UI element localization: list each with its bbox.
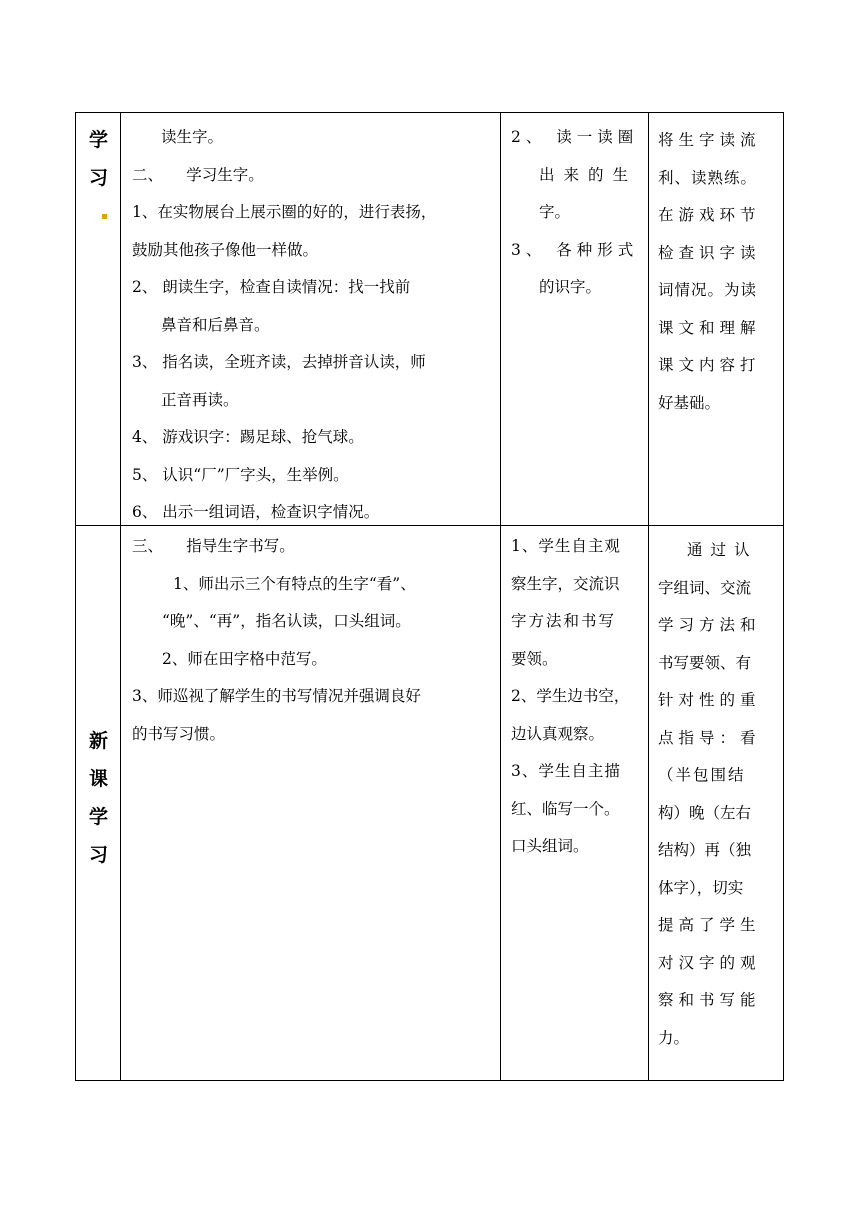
- intent-line: 课文和理解: [658, 318, 761, 337]
- intent-line: 点指导：看: [658, 728, 761, 747]
- activity-line: 1、学生自主观: [511, 537, 621, 555]
- activity-line: 要领。: [511, 649, 558, 668]
- table-row: [76, 526, 783, 1080]
- activity-line: 字方法和书写: [511, 612, 617, 630]
- student-activity-cell: [501, 526, 649, 1080]
- intent-line: 针对性的重: [658, 691, 761, 709]
- teaching-content-cell: [121, 113, 501, 525]
- activity-line: 3、 各种形式: [511, 240, 639, 259]
- teaching-content: [132, 528, 496, 753]
- content-line: 3、师巡视了解学生的书写情况并强调良好: [132, 687, 421, 705]
- teaching-content: [132, 119, 496, 532]
- header-char: 学: [88, 129, 108, 151]
- highlight-mark: [102, 214, 107, 219]
- intent-line: 课文内容打: [658, 356, 761, 374]
- teaching-content-cell: [121, 526, 501, 1080]
- header-char: 学: [88, 806, 108, 828]
- section-header-cell: [76, 526, 121, 1080]
- content-line: 鼓励其他孩子像他一样做。: [132, 240, 319, 259]
- activity-line: 字。: [539, 203, 571, 221]
- activity-line: 2、 读一读圈: [511, 128, 639, 146]
- header-char: 习: [88, 167, 108, 189]
- student-activity: [511, 528, 643, 866]
- design-intent: [658, 122, 776, 422]
- content-line: 2、 朗读生字，检查自读情况：找一找前: [132, 278, 411, 296]
- content-line: 3、 指名读，全班齐读，去掉拼音认读，师: [132, 353, 426, 371]
- content-line: 1、在实物展台上展示圈的好的，进行表扬，: [132, 203, 437, 221]
- intent-line: （半包围结: [658, 766, 746, 784]
- design-intent-cell: [649, 526, 784, 1080]
- intent-line: 体字），切实: [658, 878, 744, 897]
- intent-line: 结构）再（独: [658, 841, 752, 859]
- activity-line: 口头组词。: [511, 837, 589, 855]
- content-line: 2、师在田字格中范写。: [162, 649, 327, 668]
- section-header-cell: [76, 113, 121, 525]
- intent-line: 字组词、交流: [658, 578, 752, 597]
- design-intent: [658, 532, 776, 1057]
- intent-line: 书写要领、有: [658, 653, 752, 672]
- content-line: 5、 认识“厂”厂字头，生举例。: [132, 465, 349, 484]
- header-char: 新: [88, 730, 108, 752]
- content-line: 4、 游戏识字：踢足球、抢气球。: [132, 428, 364, 446]
- intent-line: 力。: [658, 1028, 690, 1047]
- activity-line: 3、学生自主描: [511, 762, 621, 780]
- header-char: 课: [88, 768, 108, 790]
- activity-line: 2、学生边书空，: [511, 687, 630, 705]
- activity-line: 的识字。: [539, 278, 602, 296]
- activity-line: 出来的生: [539, 165, 638, 184]
- design-intent-cell: [649, 113, 784, 525]
- intent-line: 检查识字读: [658, 243, 761, 262]
- intent-line: 构）晚（左右: [658, 803, 752, 822]
- intent-line: 好基础。: [658, 393, 721, 412]
- intent-line: 学习方法和: [658, 616, 761, 634]
- content-line: “晚”、“再”，指名认读，口头组词。: [162, 612, 411, 630]
- content-line: 鼻音和后鼻音。: [161, 315, 270, 334]
- intent-line: 察和书写能: [658, 991, 761, 1009]
- lesson-table: [75, 112, 784, 1081]
- content-line: 的书写习惯。: [132, 724, 226, 743]
- activity-line: 察生字，交流识: [511, 574, 620, 593]
- intent-line: 将生字读流: [658, 131, 761, 149]
- intent-line: 通过认: [687, 541, 758, 559]
- content-line: 1、师出示三个有特点的生字“看”、: [173, 574, 416, 593]
- intent-line: 提高了学生: [658, 916, 761, 934]
- header-char: 习: [88, 844, 108, 866]
- section-header: [76, 121, 121, 197]
- content-line: 正音再读。: [161, 390, 239, 409]
- intent-line: 词情况。为读: [658, 281, 758, 299]
- activity-line: 边认真观察。: [511, 724, 605, 743]
- section-header: [76, 722, 121, 874]
- content-line: 三、 指导生字书写。: [132, 537, 295, 555]
- activity-line: 红、临写一个。: [511, 799, 620, 818]
- intent-line: 在游戏环节: [658, 206, 761, 224]
- student-activity-cell: [501, 113, 649, 525]
- content-line: 二、 学习生字。: [132, 165, 264, 184]
- content-line: 读生字。: [161, 128, 224, 146]
- intent-line: 利、读熟练。: [658, 168, 758, 187]
- table-row: [76, 113, 783, 526]
- intent-line: 对汉字的观: [658, 953, 761, 972]
- content-line: 6、 出示一组词语，检查识字情况。: [132, 503, 380, 521]
- student-activity: [511, 119, 643, 307]
